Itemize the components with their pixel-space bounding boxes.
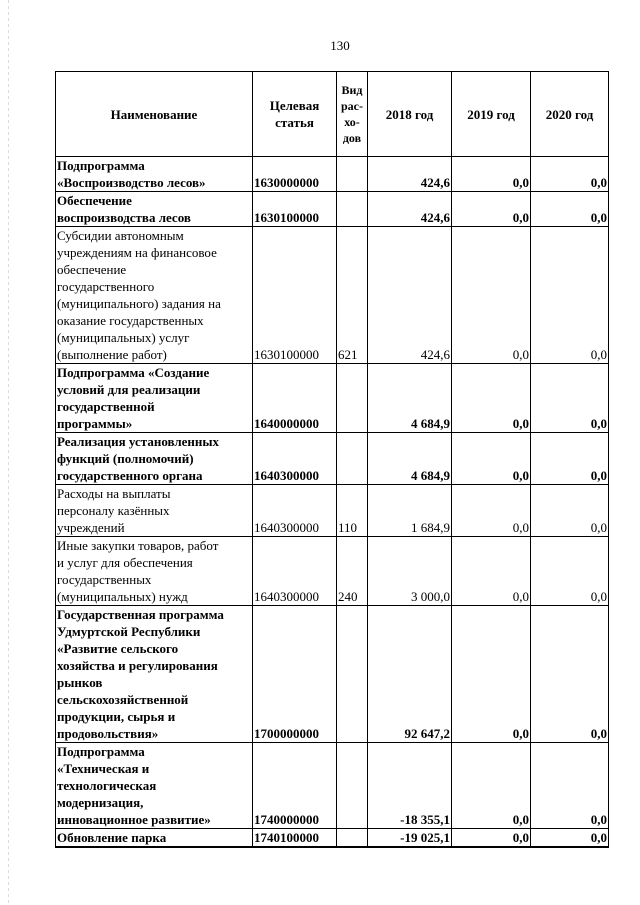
row-target-article: 1640300000 <box>253 537 337 606</box>
header-2019: 2019 год <box>452 72 531 157</box>
row-2020: 0,0 <box>531 364 609 433</box>
row-name-line: и услуг для обеспечения <box>57 555 193 570</box>
table-row <box>56 433 609 485</box>
row-expense-type <box>337 743 368 829</box>
row-name <box>56 829 253 848</box>
row-target-article: 1640300000 <box>253 485 337 537</box>
row-expense-type: 110 <box>337 485 368 537</box>
row-2019: 0,0 <box>452 364 531 433</box>
row-target-article: 1630000000 <box>253 157 337 192</box>
table-body <box>56 157 609 848</box>
row-name-line: продовольствия» <box>57 726 159 741</box>
row-2018: -18 355,1 <box>368 743 452 829</box>
row-name <box>56 192 253 227</box>
row-2019: 0,0 <box>452 743 531 829</box>
row-expense-type <box>337 192 368 227</box>
row-name-line: учреждениям на финансовое <box>57 245 217 260</box>
row-name-line: государственного органа <box>57 468 203 483</box>
row-name <box>56 227 253 364</box>
row-name <box>56 537 253 606</box>
header-expense-type-line: дов <box>342 131 362 145</box>
header-expense-type-line: Вид <box>341 83 363 97</box>
row-target-article: 1630100000 <box>253 227 337 364</box>
table-row <box>56 537 609 606</box>
row-name-line: персоналу казённых <box>57 503 170 518</box>
row-name-line: модернизация, <box>57 795 144 810</box>
row-2020: 0,0 <box>531 829 609 848</box>
row-2019: 0,0 <box>452 433 531 485</box>
table-row <box>56 606 609 743</box>
row-name-line: Реализация установленных <box>57 434 220 449</box>
row-expense-type: 621 <box>337 227 368 364</box>
header-target-article <box>253 72 337 157</box>
row-name-line: программы» <box>57 416 133 431</box>
row-2020: 0,0 <box>531 192 609 227</box>
row-2020: 0,0 <box>531 433 609 485</box>
row-name-line: государственных <box>57 572 152 587</box>
row-name <box>56 157 253 192</box>
row-name-line: (выполнение работ) <box>57 347 167 362</box>
row-2020: 0,0 <box>531 743 609 829</box>
row-2020: 0,0 <box>531 537 609 606</box>
row-name-line: технологическая <box>57 778 157 793</box>
row-2018: -19 025,1 <box>368 829 452 848</box>
row-name-line: Подпрограмма <box>57 744 145 759</box>
row-name-line: условий для реализации <box>57 382 201 397</box>
row-2020: 0,0 <box>531 227 609 364</box>
header-expense-type-line: рас- <box>341 99 363 113</box>
row-name-line: инновационное развитие» <box>57 812 211 827</box>
header-name: Наименование <box>56 72 253 157</box>
row-expense-type: 240 <box>337 537 368 606</box>
row-2018: 424,6 <box>368 192 452 227</box>
row-expense-type <box>337 829 368 848</box>
row-2018: 4 684,9 <box>368 433 452 485</box>
row-name-line: Обновление парка <box>57 830 167 845</box>
row-2019: 0,0 <box>452 829 531 848</box>
row-2019: 0,0 <box>452 192 531 227</box>
row-name-line: учреждений <box>57 520 125 535</box>
row-name-line: Расходы на выплаты <box>57 486 171 501</box>
row-name-line: сельскохозяйственной <box>57 692 189 707</box>
row-target-article: 1740100000 <box>253 829 337 848</box>
header-target-article-line: Целевая <box>269 98 320 113</box>
row-name-line: (муниципальных) услуг <box>57 330 190 345</box>
row-expense-type <box>337 157 368 192</box>
row-expense-type <box>337 606 368 743</box>
row-name-line: Субсидии автономным <box>57 228 184 243</box>
row-2020: 0,0 <box>531 606 609 743</box>
table-row <box>56 829 609 848</box>
table-header-row <box>56 72 609 157</box>
row-name-line: государственного <box>57 279 155 294</box>
row-name-line: «Воспроизводство лесов» <box>57 175 206 190</box>
page-number: 130 <box>330 38 350 53</box>
row-name-line: Иные закупки товаров, работ <box>57 538 219 553</box>
row-2019: 0,0 <box>452 227 531 364</box>
row-2018: 4 684,9 <box>368 364 452 433</box>
row-name-line: государственной <box>57 399 155 414</box>
row-target-article: 1640000000 <box>253 364 337 433</box>
header-2018: 2018 год <box>368 72 452 157</box>
row-name-line: функций (полномочий) <box>57 451 194 466</box>
row-name-line: рынков <box>57 675 103 690</box>
row-2018: 424,6 <box>368 227 452 364</box>
table-row <box>56 192 609 227</box>
row-name-line: продукции, сырья и <box>57 709 176 724</box>
row-name-line: «Развитие сельского <box>57 641 179 656</box>
row-target-article: 1740000000 <box>253 743 337 829</box>
table-row <box>56 227 609 364</box>
table-row <box>56 743 609 829</box>
header-2020: 2020 год <box>531 72 609 157</box>
scan-margin-dots <box>8 0 9 905</box>
header-expense-type-line: хо- <box>344 115 360 129</box>
row-2018: 3 000,0 <box>368 537 452 606</box>
row-2020: 0,0 <box>531 485 609 537</box>
row-2018: 92 647,2 <box>368 606 452 743</box>
table-row <box>56 364 609 433</box>
budget-table <box>55 71 609 848</box>
row-2019: 0,0 <box>452 606 531 743</box>
row-name-line: Удмуртской Республики <box>57 624 201 639</box>
header-target-article-line: статья <box>275 115 314 130</box>
header-expense-type <box>337 72 368 157</box>
row-name-line: Подпрограмма «Создание <box>57 365 210 380</box>
row-name-line: Государственная программа <box>57 607 224 622</box>
row-name <box>56 485 253 537</box>
row-name <box>56 743 253 829</box>
row-expense-type <box>337 364 368 433</box>
row-name-line: Обеспечение <box>57 193 132 208</box>
table-row <box>56 157 609 192</box>
row-name-line: оказание государственных <box>57 313 204 328</box>
row-target-article: 1640300000 <box>253 433 337 485</box>
row-name-line: Подпрограмма <box>57 158 145 173</box>
table-row <box>56 485 609 537</box>
row-2019: 0,0 <box>452 537 531 606</box>
row-2020: 0,0 <box>531 157 609 192</box>
row-name <box>56 364 253 433</box>
row-expense-type <box>337 433 368 485</box>
row-name-line: воспроизводства лесов <box>57 210 191 225</box>
row-name-line: (муниципального) задания на <box>57 296 221 311</box>
row-target-article: 1630100000 <box>253 192 337 227</box>
row-name <box>56 433 253 485</box>
row-name-line: «Техническая и <box>57 761 150 776</box>
row-name-line: (муниципальных) нужд <box>57 589 188 604</box>
row-2018: 1 684,9 <box>368 485 452 537</box>
row-name-line: обеспечение <box>57 262 127 277</box>
row-target-article: 1700000000 <box>253 606 337 743</box>
row-2019: 0,0 <box>452 157 531 192</box>
row-2019: 0,0 <box>452 485 531 537</box>
row-2018: 424,6 <box>368 157 452 192</box>
row-name-line: хозяйства и регулирования <box>57 658 218 673</box>
row-name <box>56 606 253 743</box>
